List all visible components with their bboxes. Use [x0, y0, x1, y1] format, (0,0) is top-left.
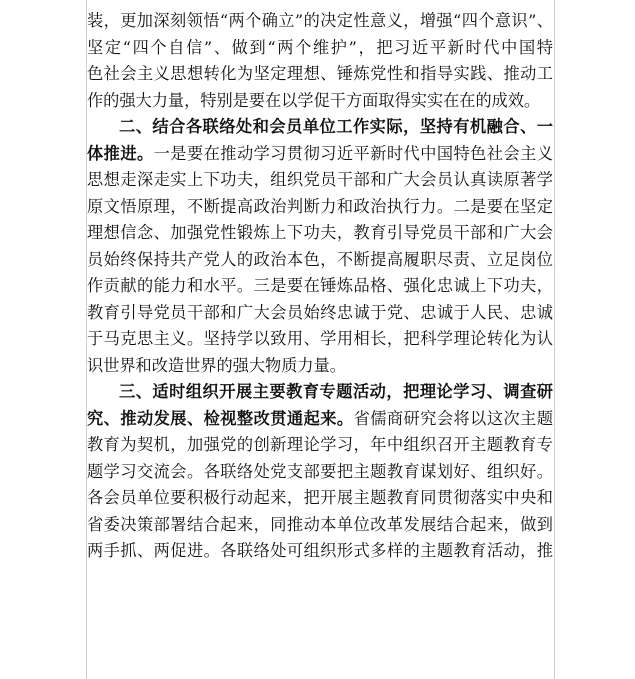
text-line: 作的强大力量，特别是要在以学促干方面取得实实在在的成效。: [87, 90, 541, 110]
paragraph-3: [87, 379, 553, 565]
text-line: 理想信念、加强党性锻炼上下功夫，教育引导党员干部和广大会: [87, 223, 553, 242]
text-line: 两手抓、两促进。各联络处可组织形式多样的主题教育活动，推: [87, 541, 553, 560]
section-heading-line: 三、适时组织开展主要教育专题活动，把理论学习、调查研: [119, 382, 553, 401]
text-line: 装，更加深刻领悟“两个确立”的决定性意义，增强“四个意识”、: [87, 11, 553, 30]
text-line: 于马克思主义。坚持学以致用、学用相长，把科学理论转化为认: [87, 329, 553, 348]
paragraph-1: [87, 8, 553, 114]
text-line: 员始终保持共产党人的政治本色，不断提高履职尽责、立足岗位: [87, 249, 553, 269]
text-line: 识世界和改造世界的强大物质力量。: [87, 355, 346, 375]
text-line: 色社会主义思想转化为坚定理想、锤炼党性和指导实践、推动工: [87, 64, 553, 83]
text-line: 体推进。一是要在推动学习贯彻习近平新时代中国特色社会主义: [87, 143, 553, 163]
text-line: 思想走深走实上下功夫，组织党员干部和广大会员认真读原著学: [87, 170, 553, 189]
text-line: 坚定“四个自信”、做到“两个维护”，把习近平新时代中国特: [87, 37, 553, 57]
text-line: 教育引导党员干部和广大会员始终忠诚于党、忠诚于人民、忠诚: [87, 302, 553, 322]
section-heading-line: 二、结合各联络处和会员单位工作实际，坚持有机融合、一: [119, 117, 553, 136]
page-right-border: [554, 0, 555, 679]
text-line: 作贡献的能力和水平。三是要在锤炼品格、强化忠诚上下功夫，: [87, 276, 553, 295]
text-line: 题学习交流会。各联络处党支部要把主题教育谋划好、组织好。: [87, 461, 553, 481]
text-line: 究、推动发展、检视整改贯通起来。省儒商研究会将以这次主题: [87, 408, 553, 428]
text-line: 教育为契机，加强党的创新理论学习，年中组织召开主题教育专: [87, 435, 553, 454]
text-line: 原文悟原理，不断提高政治判断力和政治执行力。二是要在坚定: [87, 196, 553, 216]
paragraph-2: [87, 114, 553, 379]
document-body: [87, 0, 553, 565]
text-line: 省委决策部署结合起来，同推动本单位改革发展结合起来，做到: [87, 514, 553, 534]
text-line: 各会员单位要积极行动起来，把开展主题教育同贯彻落实中央和: [87, 488, 553, 507]
